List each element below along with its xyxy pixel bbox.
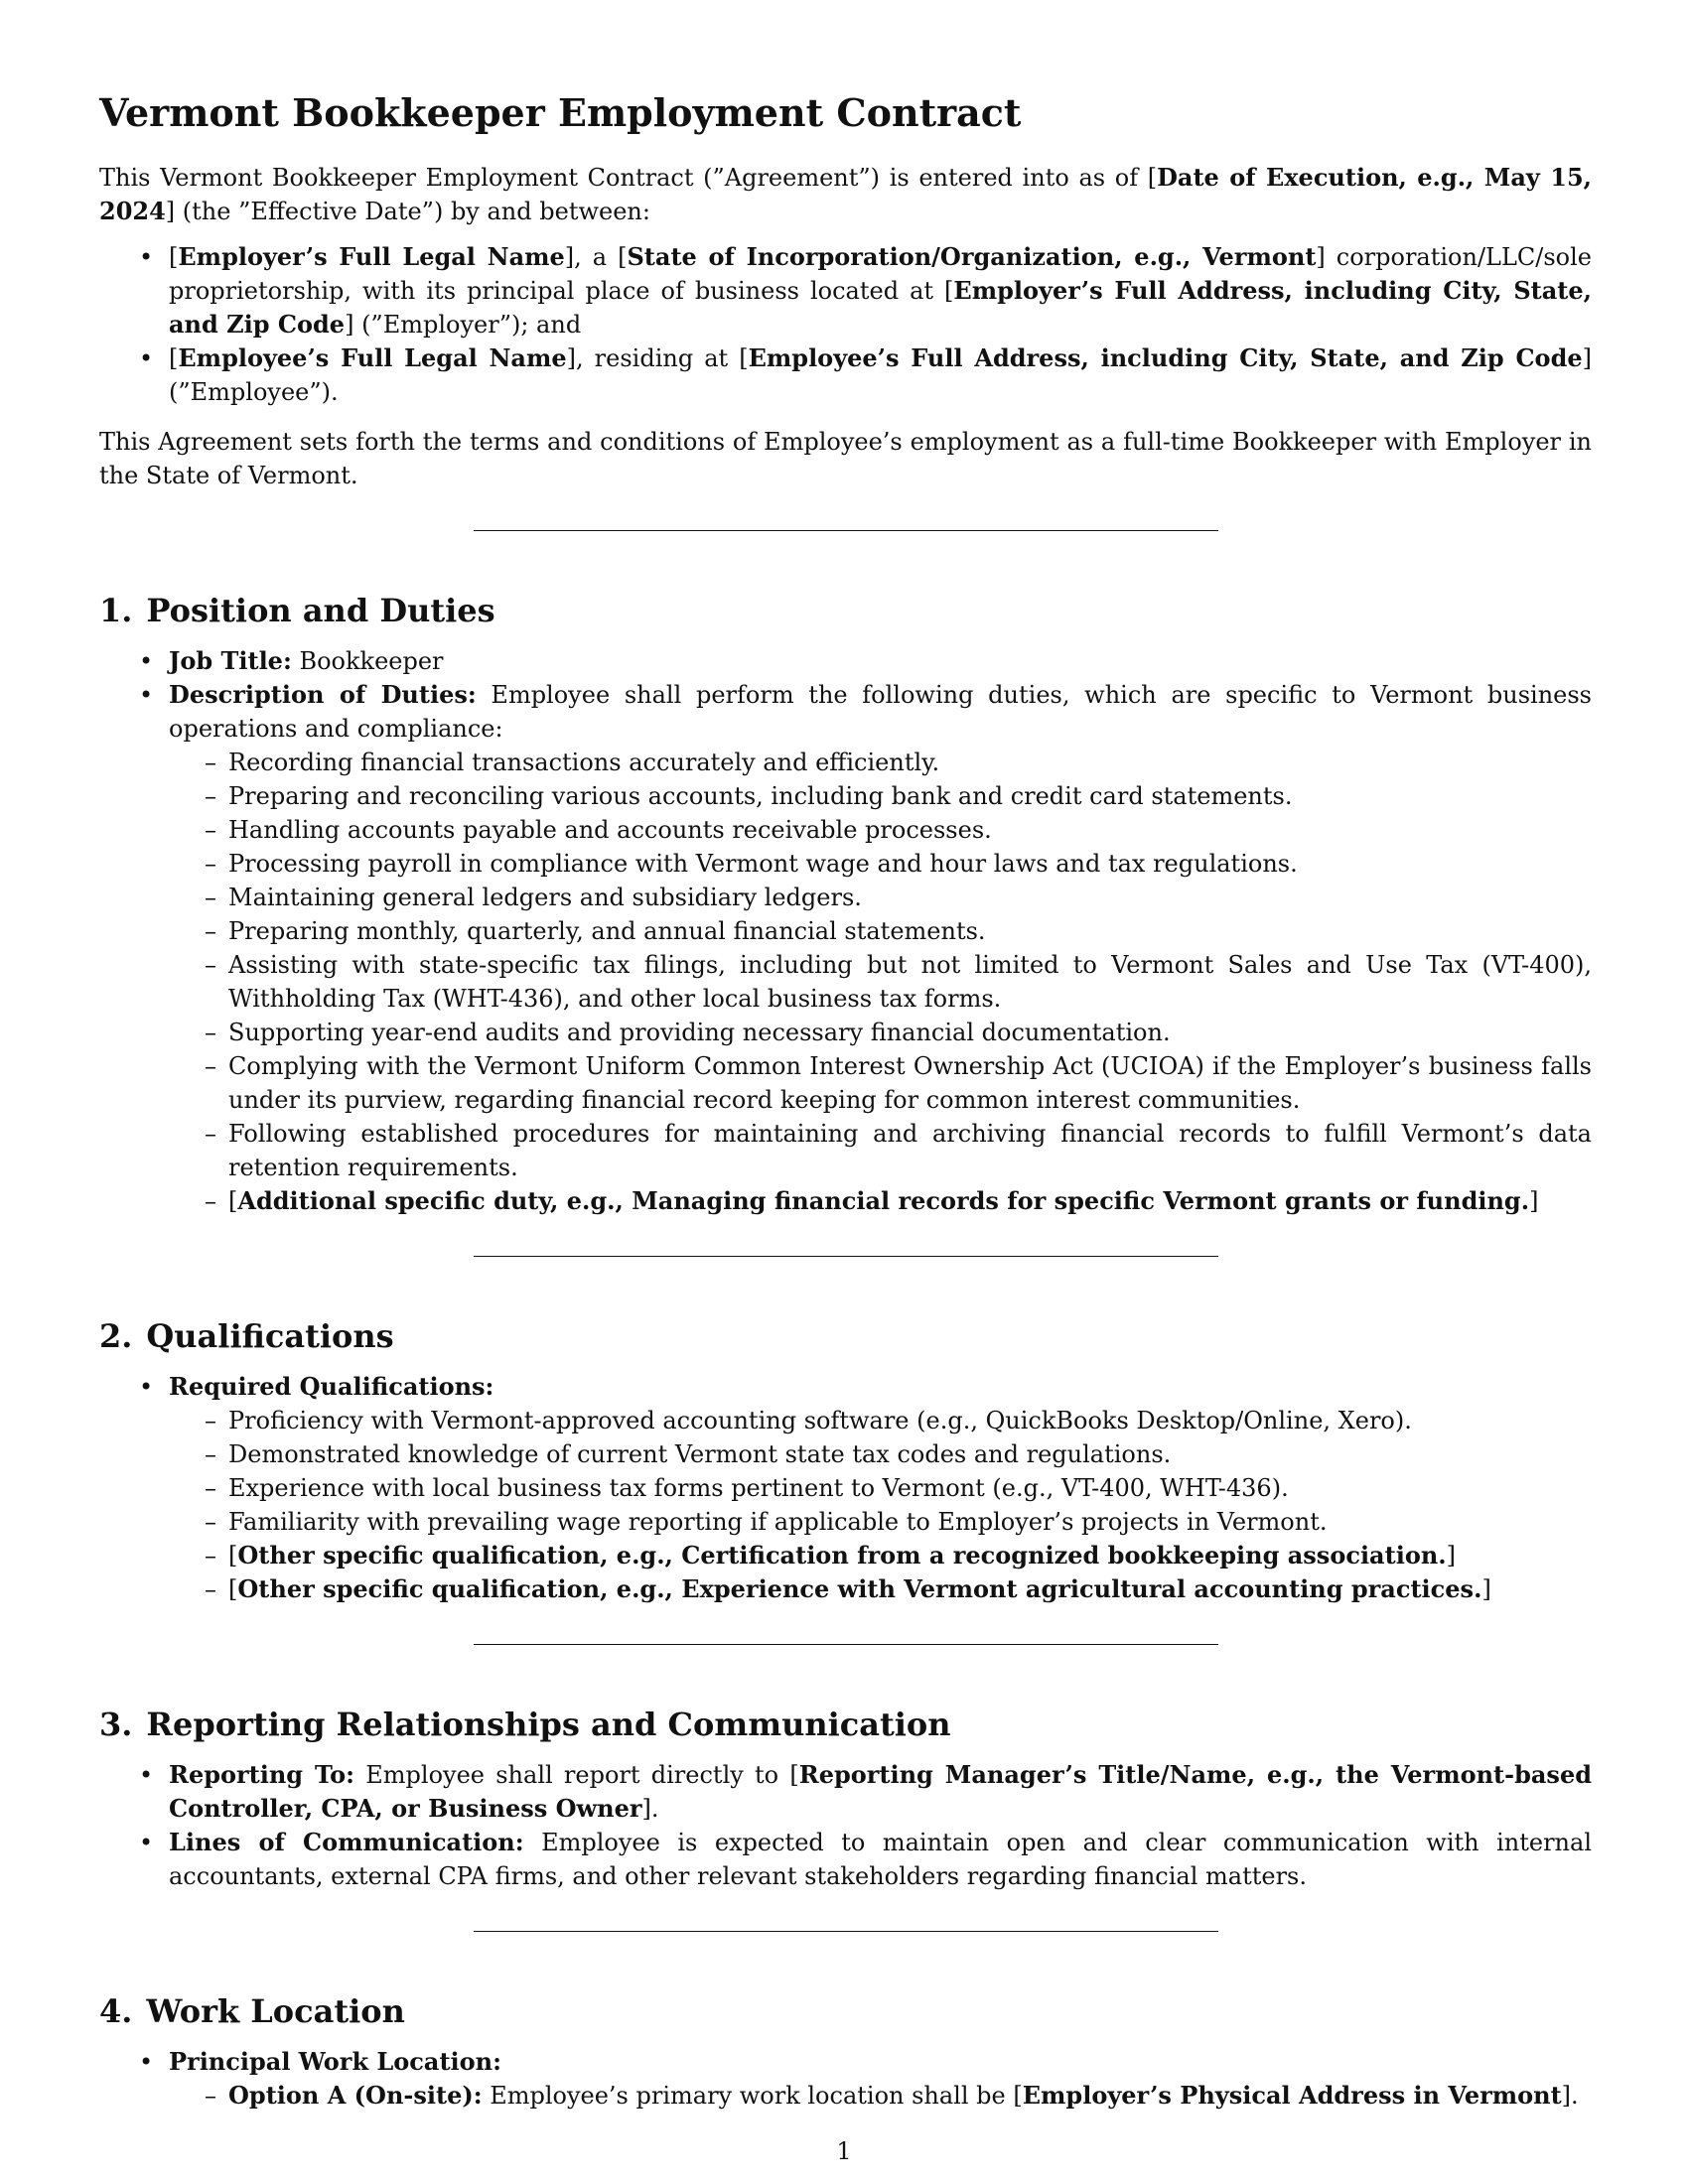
employee-name-placeholder: Employee’s Full Legal Name <box>178 343 567 372</box>
section-2-heading: 2. Qualifications <box>99 1317 394 1355</box>
list-item-additional-duty: – [Additional specific duty, e.g., Managing financial records for specific Vermont grants or funding.] <box>169 1184 1592 1218</box>
date-placeholder: Date of Execution, e.g., May 15, 2024 <box>99 163 1592 225</box>
employee-address-placeholder: Employee’s Full Address, including City, State, and Zip Code <box>748 343 1583 372</box>
section-divider <box>474 1644 1218 1645</box>
list-item: – Recording financial transactions accurately and efficiently. <box>169 746 1592 779</box>
list-item: – Supporting year-end audits and providing necessary financial documentation. <box>169 1016 1592 1049</box>
document-page <box>99 91 1592 2128</box>
list-item: – Complying with the Vermont Uniform Common Interest Ownership Act (UCIOA) if the Employer’s business falls under its purview, regarding financial record keeping for common interest communities. <box>169 1049 1592 1117</box>
list-item-reporting-to: • Reporting To: Employee shall report directly to [Reporting Manager’s Title/Name, e.g., the Vermont-based Controller, CPA, or Business Owner]. <box>99 1758 1592 1826</box>
section-divider <box>474 1931 1218 1932</box>
section-3-list <box>99 1758 1592 1893</box>
list-item-other-qualification: – [Other specific qualification, e.g., Certification from a recognized bookkeeping association.] <box>169 1539 1592 1572</box>
parties-list <box>99 240 1592 409</box>
list-item: – Processing payroll in compliance with Vermont wage and hour laws and tax regulations. <box>169 847 1592 881</box>
list-item-employee: • [Employee’s Full Legal Name], residing at [Employee’s Full Address, including City, State, and Zip Code] (”Employee”). <box>99 341 1592 409</box>
page-number: 1 <box>836 2137 852 2165</box>
duties-list <box>99 746 1592 1218</box>
list-item-required-qualifications: • Required Qualifications: – Proficiency with Vermont-approved accounting software (e.g., QuickBooks Desktop/Online, Xero). – Demonstrated knowledge of current Vermont state tax codes and regulations. – Experience with local business tax forms pertinent to Vermont (e.g., VT-400, WHT-436). – Familiarity with prevailing wage reporting if applicable to Employer’s projects in Vermont. – [Other specific qualification, e.g., Certification from a recognized bookkeeping association.] – [Other specific qualification, e.g., Experience with Vermont agricultural accounting practices.] <box>99 1370 1592 1606</box>
list-item: – Proficiency with Vermont-approved accounting software (e.g., QuickBooks Desktop/Online, Xero). <box>169 1404 1592 1437</box>
location-options-list <box>99 2079 1592 2113</box>
list-item: – Demonstrated knowledge of current Vermont state tax codes and regulations. <box>169 1437 1592 1471</box>
section-divider <box>474 530 1218 531</box>
employer-name-placeholder: Employer’s Full Legal Name <box>178 242 565 271</box>
list-item-other-qualification: – [Other specific qualification, e.g., Experience with Vermont agricultural accounting practices.] <box>169 1572 1592 1606</box>
physical-address-placeholder: Employer’s Physical Address in Vermont <box>1022 2081 1562 2110</box>
list-item-employer: • [Employer’s Full Legal Name], a [State of Incorporation/Organization, e.g., Vermont] corporation/LLC/sole proprietorship, with its principal place of business located at [Employer’s Full Address, including City, State, and Zip Code] (”Employer”); and <box>99 240 1592 341</box>
list-item: – Assisting with state-specific tax filings, including but not limited to Vermont Sales and Use Tax (VT-400), Withholding Tax (WHT-436), and other local business tax forms. <box>169 948 1592 1016</box>
section-4-heading: 4. Work Location <box>99 1992 405 2030</box>
list-item: – Preparing monthly, quarterly, and annual financial statements. <box>169 914 1592 948</box>
section-2-list <box>99 1370 1592 1606</box>
list-item: – Experience with local business tax forms pertinent to Vermont (e.g., VT-400, WHT-436). <box>169 1471 1592 1505</box>
list-item-duties: • Description of Duties: Employee shall perform the following duties, which are specific to Vermont business operations and compliance: – Recording financial transactions accurately and efficiently. – Preparing and reconciling various accounts, including bank and credit card statements. – Handling accounts payable and accounts receivable processes. – Processing payroll in compliance with Vermont wage and hour laws and tax regulations. – Maintaining general ledgers and subsidiary ledgers. – Preparing monthly, quarterly, and annual financial statements. – Assisting with state-specific tax filings, including but not limited to Vermont Sales and Use Tax (VT-400), Withholding Tax (WHT-436), and other local business tax forms. – Supporting year-end audits and providing necessary financial documentation. – Complying with the Vermont Uniform Common Interest Ownership Act (UCIOA) if the Employer’s business falls under its purview, regarding financial record keeping for common interest communities. – Following established procedures for maintaining and archiving financial records to fulfill Vermont’s data retention requirements. – [Additional specific duty, e.g., Managing financial records for specific Vermont grants or funding.] <box>99 678 1592 1218</box>
list-item: – Following established procedures for maintaining and archiving financial records to fulfill Vermont’s data retention requirements. <box>169 1117 1592 1184</box>
list-item: – Maintaining general ledgers and subsidiary ledgers. <box>169 881 1592 914</box>
purpose-paragraph: This Agreement sets forth the terms and conditions of Employee’s employment as a full-time Bookkeeper with Employer in the State of Vermont. <box>99 428 1592 489</box>
intro-paragraph: This Vermont Bookkeeper Employment Contract (”Agreement”) is entered into as of [Date of Execution, e.g., May 15, 2024] (the ”Effective Date”) by and between: <box>99 163 1592 225</box>
document-title: Vermont Bookkeeper Employment Contract <box>99 90 1022 135</box>
section-4-list <box>99 2045 1592 2113</box>
qualifications-list <box>99 1404 1592 1606</box>
list-item-job-title: • Job Title: Bookkeeper <box>99 644 1592 678</box>
list-item-communication: • Lines of Communication: Employee is expected to maintain open and clear communication with internal accountants, external CPA firms, and other relevant stakeholders regarding financial matters. <box>99 1826 1592 1893</box>
section-1-list <box>99 644 1592 1218</box>
list-item: – Handling accounts payable and accounts receivable processes. <box>169 813 1592 847</box>
employer-address-placeholder: Employer’s Full Address, including City, State, and Zip Code <box>169 276 1592 339</box>
list-item: – Preparing and reconciling various accounts, including bank and credit card statements. <box>169 779 1592 813</box>
list-item-option-a: – Option A (On-site): Employee’s primary work location shall be [Employer’s Physical Address in Vermont]. <box>169 2079 1592 2113</box>
list-item-principal-location: • Principal Work Location: – Option A (On-site): Employee’s primary work location shall be [Employer’s Physical Address in Vermont]. <box>99 2045 1592 2113</box>
employer-state-placeholder: State of Incorporation/Organization, e.g., Vermont <box>627 242 1317 271</box>
reporting-manager-placeholder: Reporting Manager’s Title/Name, e.g., the Vermont-based Controller, CPA, or Business Owner <box>169 1760 1592 1823</box>
section-3-heading: 3. Reporting Relationships and Communication <box>99 1706 951 1743</box>
section-1-heading: 1. Position and Duties <box>99 592 495 629</box>
section-divider <box>474 1256 1218 1257</box>
list-item: – Familiarity with prevailing wage reporting if applicable to Employer’s projects in Vermont. <box>169 1505 1592 1539</box>
